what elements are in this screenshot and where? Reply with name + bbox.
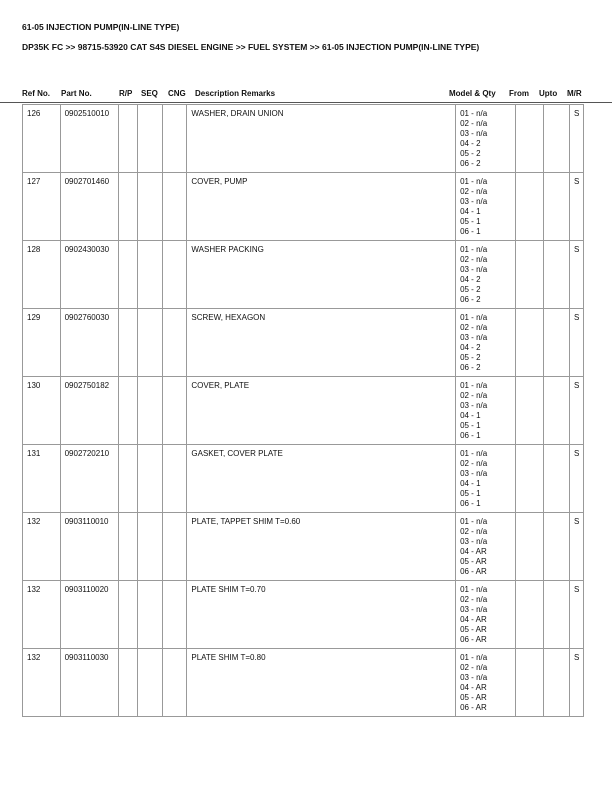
model-qty-line: 03 - n/a (460, 401, 488, 410)
model-qty-line: 03 - n/a (460, 333, 488, 342)
cell-mr: S (569, 105, 583, 173)
cell-cng (162, 377, 187, 445)
cell-ref: 127 (23, 173, 61, 241)
cell-qty (456, 173, 516, 241)
model-qty-line: 02 - n/a (460, 595, 488, 604)
header-part: Part No. (61, 89, 92, 98)
cell-qty (456, 581, 516, 649)
cell-ref: 131 (23, 445, 61, 513)
parts-table (22, 104, 584, 717)
table-row (23, 649, 584, 717)
cell-qty (456, 309, 516, 377)
model-qty-line: 04 - AR (460, 683, 487, 692)
model-qty-line: 01 - n/a (460, 313, 488, 322)
cell-from (516, 173, 544, 241)
cell-upto (544, 513, 570, 581)
cell-cng (162, 105, 187, 173)
cell-mr: S (569, 649, 583, 717)
model-qty-line: 02 - n/a (460, 255, 488, 264)
cell-desc: COVER, PLATE (187, 377, 456, 445)
cell-from (516, 241, 544, 309)
model-qty-line: 05 - AR (460, 693, 487, 702)
model-qty-line: 04 - AR (460, 547, 487, 556)
cell-part: 0902760030 (60, 309, 118, 377)
cell-cng (162, 513, 187, 581)
cell-upto (544, 105, 570, 173)
model-qty-line: 05 - 2 (460, 285, 481, 294)
model-qty-line: 02 - n/a (460, 527, 488, 536)
cell-from (516, 513, 544, 581)
cell-from (516, 105, 544, 173)
cell-qty (456, 513, 516, 581)
cell-desc: WASHER PACKING (187, 241, 456, 309)
cell-cng (162, 241, 187, 309)
cell-qty (456, 445, 516, 513)
cell-part: 0902430030 (60, 241, 118, 309)
model-qty-line: 01 - n/a (460, 245, 488, 254)
cell-seq (137, 649, 162, 717)
cell-part: 0903110010 (60, 513, 118, 581)
cell-upto (544, 445, 570, 513)
model-qty-line: 03 - n/a (460, 537, 488, 546)
table-row (23, 173, 584, 241)
model-qty-line: 04 - AR (460, 615, 487, 624)
model-qty-line: 06 - AR (460, 635, 487, 644)
cell-rp (118, 377, 137, 445)
cell-ref: 130 (23, 377, 61, 445)
cell-rp (118, 309, 137, 377)
model-qty-line: 03 - n/a (460, 469, 488, 478)
cell-mr: S (569, 241, 583, 309)
model-qty-line: 04 - 2 (460, 139, 481, 148)
cell-rp (118, 173, 137, 241)
model-qty-line: 02 - n/a (460, 187, 488, 196)
cell-mr: S (569, 513, 583, 581)
model-qty-line: 05 - AR (460, 625, 487, 634)
cell-upto (544, 173, 570, 241)
model-qty-line: 03 - n/a (460, 129, 488, 138)
table-row (23, 105, 584, 173)
header-upto: Upto (539, 89, 558, 98)
model-qty-line: 04 - 2 (460, 275, 481, 284)
cell-upto (544, 377, 570, 445)
cell-ref: 126 (23, 105, 61, 173)
cell-upto (544, 241, 570, 309)
cell-from (516, 377, 544, 445)
cell-desc: WASHER, DRAIN UNION (187, 105, 456, 173)
model-qty-line: 01 - n/a (460, 585, 488, 594)
cell-mr: S (569, 173, 583, 241)
model-qty-line: 05 - AR (460, 557, 487, 566)
model-qty-line: 01 - n/a (460, 517, 488, 526)
table-header (0, 89, 612, 103)
model-qty-line: 06 - 2 (460, 363, 481, 372)
header-ref: Ref No. (22, 89, 50, 98)
header-model: Model & Qty (449, 89, 496, 98)
model-qty-line: 06 - AR (460, 703, 487, 712)
page-title: 61-05 INJECTION PUMP(IN-LINE TYPE) (22, 22, 180, 32)
cell-cng (162, 649, 187, 717)
header-cng: CNG (168, 89, 186, 98)
model-qty-line: 06 - 1 (460, 431, 481, 440)
cell-upto (544, 581, 570, 649)
cell-cng (162, 309, 187, 377)
cell-cng (162, 581, 187, 649)
cell-desc: PLATE, TAPPET SHIM T=0.60 (187, 513, 456, 581)
cell-rp (118, 105, 137, 173)
cell-part: 0902720210 (60, 445, 118, 513)
cell-qty (456, 241, 516, 309)
cell-desc: PLATE SHIM T=0.70 (187, 581, 456, 649)
cell-part: 0903110020 (60, 581, 118, 649)
cell-qty (456, 377, 516, 445)
model-qty-line: 01 - n/a (460, 177, 488, 186)
model-qty-line: 04 - 1 (460, 411, 481, 420)
model-qty-line: 05 - 2 (460, 353, 481, 362)
cell-part: 0903110030 (60, 649, 118, 717)
cell-seq (137, 105, 162, 173)
cell-seq (137, 309, 162, 377)
cell-upto (544, 309, 570, 377)
model-qty-line: 01 - n/a (460, 381, 488, 390)
cell-part: 0902701460 (60, 173, 118, 241)
model-qty-line: 01 - n/a (460, 109, 488, 118)
breadcrumb: DP35K FC >> 98715-53920 CAT S4S DIESEL ENGINE >> FUEL SYSTEM >> 61-05 INJECTION PUMP(IN-LINE TYPE) (22, 42, 480, 52)
model-qty-line: 06 - 1 (460, 227, 481, 236)
cell-seq (137, 581, 162, 649)
model-qty-line: 06 - 2 (460, 159, 481, 168)
cell-desc: COVER, PUMP (187, 173, 456, 241)
model-qty-line: 02 - n/a (460, 663, 488, 672)
cell-part: 0902750182 (60, 377, 118, 445)
model-qty-line: 06 - 1 (460, 499, 481, 508)
model-qty-line: 05 - 2 (460, 149, 481, 158)
cell-ref: 128 (23, 241, 61, 309)
table-row (23, 513, 584, 581)
header-mr: M/R (567, 89, 582, 98)
model-qty-line: 06 - AR (460, 567, 487, 576)
cell-desc: PLATE SHIM T=0.80 (187, 649, 456, 717)
model-qty-line: 03 - n/a (460, 265, 488, 274)
cell-ref: 129 (23, 309, 61, 377)
cell-qty (456, 649, 516, 717)
table-row (23, 377, 584, 445)
cell-qty (456, 105, 516, 173)
cell-rp (118, 649, 137, 717)
model-qty-line: 04 - 2 (460, 343, 481, 352)
header-seq: SEQ (141, 89, 158, 98)
model-qty-line: 02 - n/a (460, 391, 488, 400)
cell-mr: S (569, 377, 583, 445)
cell-upto (544, 649, 570, 717)
model-qty-line: 05 - 1 (460, 217, 481, 226)
model-qty-line: 06 - 2 (460, 295, 481, 304)
header-from: From (509, 89, 529, 98)
cell-mr: S (569, 445, 583, 513)
cell-desc: GASKET, COVER PLATE (187, 445, 456, 513)
cell-rp (118, 241, 137, 309)
model-qty-line: 03 - n/a (460, 673, 488, 682)
cell-ref: 132 (23, 513, 61, 581)
header-desc: Description Remarks (195, 89, 276, 98)
cell-part: 0902510010 (60, 105, 118, 173)
table-row (23, 581, 584, 649)
cell-rp (118, 445, 137, 513)
table-row (23, 309, 584, 377)
model-qty-line: 02 - n/a (460, 459, 488, 468)
cell-cng (162, 173, 187, 241)
cell-from (516, 581, 544, 649)
table-row (23, 241, 584, 309)
cell-seq (137, 241, 162, 309)
cell-seq (137, 513, 162, 581)
model-qty-line: 04 - 1 (460, 479, 481, 488)
cell-from (516, 445, 544, 513)
model-qty-line: 03 - n/a (460, 605, 488, 614)
cell-cng (162, 445, 187, 513)
table-row (23, 445, 584, 513)
model-qty-line: 02 - n/a (460, 323, 488, 332)
model-qty-line: 01 - n/a (460, 449, 488, 458)
cell-from (516, 309, 544, 377)
model-qty-line: 01 - n/a (460, 653, 488, 662)
model-qty-line: 02 - n/a (460, 119, 488, 128)
model-qty-line: 05 - 1 (460, 489, 481, 498)
cell-seq (137, 445, 162, 513)
cell-seq (137, 377, 162, 445)
cell-seq (137, 173, 162, 241)
header-rp: R/P (119, 89, 133, 98)
model-qty-line: 05 - 1 (460, 421, 481, 430)
model-qty-line: 04 - 1 (460, 207, 481, 216)
cell-ref: 132 (23, 581, 61, 649)
cell-desc: SCREW, HEXAGON (187, 309, 456, 377)
cell-mr: S (569, 309, 583, 377)
cell-from (516, 649, 544, 717)
cell-mr: S (569, 581, 583, 649)
model-qty-line: 03 - n/a (460, 197, 488, 206)
cell-ref: 132 (23, 649, 61, 717)
cell-rp (118, 513, 137, 581)
cell-rp (118, 581, 137, 649)
